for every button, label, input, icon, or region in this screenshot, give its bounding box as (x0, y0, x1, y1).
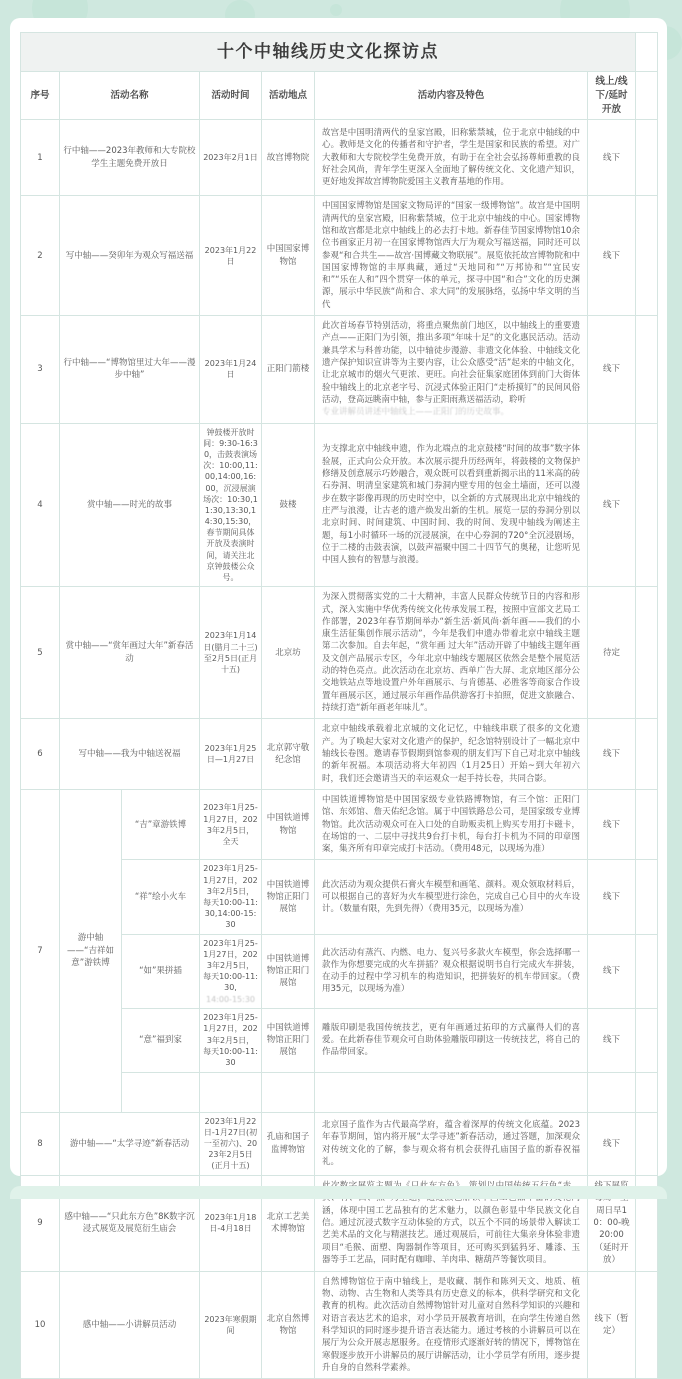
cell-time-text: 2023年1月25-1月27日，2023年2月5日，每天10:00-11:30, (203, 938, 258, 993)
empty-cell (636, 719, 658, 790)
cell-number: 9 (21, 1175, 60, 1271)
empty-cell (200, 1072, 262, 1112)
header-status: 线上/线下/延时开放 (588, 72, 636, 120)
cell-time: 2023年1月25-1月27日，2023年2月5日，每天10:00-11:30,14:00-15:30 (200, 860, 262, 934)
empty-cell (315, 1072, 588, 1112)
cell-location: 故宫博物院 (262, 120, 315, 196)
deco-blob (330, 4, 342, 16)
empty-cell (636, 1072, 658, 1112)
cell-content: 此次活动有蒸汽、内燃、电力、复兴号多款火车模型，你会选择哪一款作为你想要完成的火车拼插？观众根据说明书自行完成火车拼装，在动手的过程中学习机车的构造知识，把拼装好的机车带回家。（费用35元，以现场为准） (315, 934, 588, 1008)
cell-time: 2023年1月25-1月27日，2023年2月5日，每天10:00-11:30 (200, 1008, 262, 1072)
cell-status: 线下 (588, 423, 636, 587)
header-time: 活动时间 (200, 72, 262, 120)
cell-status: 线下 (588, 1112, 636, 1175)
cell-location: 北京工艺美术博物馆 (262, 1175, 315, 1271)
cell-activity-name: 赏中轴——“赏年画过大年”新春活动 (60, 587, 200, 719)
cell-time: 2023年1月22日 (200, 196, 262, 316)
cell-location: 北京自然博物馆 (262, 1271, 315, 1379)
cell-number: 7 (21, 789, 60, 1112)
cell-time: 钟鼓楼开放时间：9:30-16:30，击鼓表演场次：10:00,11:00,14:00,16:00，沉浸展演场次：10:30,11:30,13:30,14:30,15:30，春节期间具体开放及表演时间，请关注北京钟鼓楼公众号。 (200, 423, 262, 587)
explore-points-table (20, 32, 658, 1379)
cell-status: 线下 (588, 789, 636, 860)
empty-cell (636, 789, 658, 860)
cell-location: 北京坊 (262, 587, 315, 719)
cell-activity-name: 写中轴——癸卯年为观众写福送福 (60, 196, 200, 316)
sub-activity-name: “吉”章游铁博 (122, 789, 200, 860)
cell-number: 4 (21, 423, 60, 587)
table-row (21, 1112, 658, 1175)
empty-cell (636, 196, 658, 316)
cell-activity-name: 行中轴——“博物馆里过大年——漫步中轴” (60, 316, 200, 424)
header-no: 序号 (21, 72, 60, 120)
cell-location: 正阳门箭楼 (262, 316, 315, 424)
cell-activity-name: 写中轴——我为中轴送祝福 (60, 719, 200, 790)
cell-location: 中国国家博物馆 (262, 196, 315, 316)
header-content: 活动内容及特色 (315, 72, 588, 120)
empty-cell (636, 72, 658, 120)
cell-content: 为深入贯彻落实党的二十大精神，丰富人民群众传统节日的内容和形式，深入实施中华优秀传统文化传承发展工程，按照中宣部文艺局工作部署，2023年春节期间举办“新生活·新风尚·新年画——我们的小康生活征集创作展示活动”，今年是我们申遗办带着北京中轴线主题第二次参加。自去年起，“赏年画 过大年”活动开辟了中轴线主题年画及文创产品展示专区，今年北京中轴线专题展区依然会是整个展览活动的特色亮点。此次活动在北京坊、西单广告大屏、北京地区部分公交地铁站点等地设置户外年画展示、与肯德基、必胜客等商家合作设置年画展示区，通过展示年画作品供游客打卡拍照，促进文旅融合、持续打造“新年画老年味儿”。 (315, 587, 588, 719)
header-location: 活动地点 (262, 72, 315, 120)
empty-cell (636, 1271, 658, 1379)
cell-content: 为支撑北京中轴线申遗，作为北端点的北京鼓楼“时间的故事”数字体验展，正式向公众开放。本次展示提升历经两年，将鼓楼的文物保护修缮及创意展示巧妙融合，观众既可以看到重新揭示出的11米高的砖石券洞、明清皇家建筑和城门券洞内壁专用的包金土墙面，还可以漫步在数字影像再现的历史时空中，以全新的方式展现出北京中轴线的庄严与浪漫，让古老的遗产焕发出新的生机。展览一层的券洞分别以北京时间、时间建筑、中国时间、我的时间、发现中轴线为阐述主题，每1小时循环一场的沉浸展演，在中心券洞的720°全沉浸剧场，位于二楼的击鼓表演，以鼓声福聚中国二十四节气的奥秘，让您听见中国人独有的智慧与浪漫。 (315, 423, 588, 587)
cell-time: 2023年1月22日-1月27日(初一至初六)、2023年2月5日(正月十五) (200, 1112, 262, 1175)
sub-activity-name: “意”福到家 (122, 1008, 200, 1072)
cell-activity-name: 感中轴——“只此东方色”8K数字沉浸式展览及展览衍生庙会 (60, 1175, 200, 1271)
cell-location: 鼓楼 (262, 423, 315, 587)
cell-content: 此次活动为观众提供石膏火车模型和画笔、颜料。观众领取材料后，可以根据自己的喜好为火车模型进行涂色，完成自己心目中的火车设计。（数量有限，先到先得）（费用35元，以现场为准） (315, 860, 588, 934)
cell-location: 中国铁道博物馆正阳门展馆 (262, 1008, 315, 1072)
empty-cell (262, 1072, 315, 1112)
sub-activity-name: “祥”绘小火车 (122, 860, 200, 934)
table-row (21, 719, 658, 790)
cell-status: 线下 (588, 1008, 636, 1072)
cell-content: 故宫是中国明清两代的皇家宫殿，旧称紫禁城，位于北京中轴线的中心。教师是文化的传播者和守护者，学生是国家和民族的希望。对广大教师和大专院校学生免费开放，有助于在全社会弘扬尊师重教的良好社会风尚，青年学生更深入全面地了解传统文化、文化遗产知识，更好地发挥故宫博物院爱国主义教育基地的作用。 (315, 120, 588, 196)
cell-number: 3 (21, 316, 60, 424)
cell-location: 中国铁道博物馆 (262, 789, 315, 860)
table-row (21, 196, 658, 316)
cell-content-text: 此次首场春节特别活动，将重点聚焦前门地区，以中轴线上的重要遗产点——正阳门为引领，推出多项“年味十足”的文化惠民活动。活动兼具学术与科普功能，以中轴徒步漫游、非遗文化体验、中轴线文化遗产保护知识宣讲等为主要内容，让公众感受“活”起来的中轴文化，让北京城市的烟火气更浓、更旺。向社会征集家庭团体到前门大街体验中轴线上的北京老字号、沉浸式体验正阳门“走桥摸钉”的民间风俗活动，登高远眺南中轴，参与正阳雨燕送福活动，聆听 (322, 321, 580, 405)
cell-number: 5 (21, 587, 60, 719)
cell-content: 北京国子监作为古代最高学府，蕴含着深厚的传统文化底蕴。2023年春节期间，馆内将开展“太学寻迹”新春活动，通过答题，加深观众对传统文化的了解，参与观众将有机会获得孔庙国子监的新春祝福礼。 (315, 1112, 588, 1175)
next-card-edge (10, 1186, 667, 1199)
cell-number: 6 (21, 719, 60, 790)
sub-activity-name: “如”果拼插 (122, 934, 200, 1008)
cell-status: 线下 (588, 719, 636, 790)
empty-cell (636, 316, 658, 424)
cell-activity-name: 赏中轴——时光的故事 (60, 423, 200, 587)
cell-time: 2023年1月18日-4月18日 (200, 1175, 262, 1271)
cell-status: 线下 (588, 120, 636, 196)
table-row (21, 423, 658, 587)
empty-cell (636, 120, 658, 196)
table-row (21, 120, 658, 196)
cell-status: 待定 (588, 587, 636, 719)
page-title: 十个中轴线历史文化探访点 (21, 33, 636, 72)
header-name: 活动名称 (60, 72, 200, 120)
cell-number: 10 (21, 1271, 60, 1379)
cell-location: 中国铁道博物馆正阳门展馆 (262, 934, 315, 1008)
cell-time-blurred-line: 14:00-15:30 (206, 994, 255, 1004)
cell-activity-name: 行中轴——2023年教师和大专院校学生主题免费开放日 (60, 120, 200, 196)
empty-cell (636, 934, 658, 1008)
cell-status: 线下 (588, 316, 636, 424)
cell-status: 线下 (588, 196, 636, 316)
content-card (10, 18, 667, 1373)
cell-location: 孔庙和国子监博物馆 (262, 1112, 315, 1175)
empty-cell (636, 587, 658, 719)
cell-time: 2023年寒假期间 (200, 1271, 262, 1379)
cell-content: 雕版印刷是我国传统技艺，更有年画通过拓印的方式赢得人们的喜爱。在此新春佳节观众可自助体验雕版印刷这一传统技艺，将自己的作品带回家。 (315, 1008, 588, 1072)
cell-number: 2 (21, 196, 60, 316)
cell-location: 北京郭守敬纪念馆 (262, 719, 315, 790)
cell-activity-name: 游中轴——“吉祥如意”游铁博 (60, 789, 122, 1112)
cell-content: 中国铁道博物馆是中国国家级专业铁路博物馆，有三个馆：正阳门馆、东郊馆、詹天佑纪念馆。属于中国铁路总公司，是国家级专业博物馆。此次活动观众可在入口处的自助贩卖机上购买专用打卡磁卡，在场馆的一、二层中寻找共9台打卡机，每台打卡机为不同的印章图案，集齐所有印章完成打卡活动。（费用48元，以现场为准） (315, 789, 588, 860)
table-row (21, 587, 658, 719)
cell-activity-name: 游中轴——“太学寻迹”新春活动 (60, 1112, 200, 1175)
table-row (21, 1271, 658, 1379)
header-row (21, 72, 658, 120)
empty-cell (636, 1112, 658, 1175)
cell-time: 2023年1月14日(腊月二十三)至2月5日(正月十五) (200, 587, 262, 719)
cell-location: 中国铁道博物馆正阳门展馆 (262, 860, 315, 934)
cell-content: 涵，体现中国工艺品独有的艺术魅力，以颜色彰显中华民族文化自信。通过沉浸式数字互动体验的方式，以五个不同的场景带入解读工艺美术品的文化与精湛技艺。通过观展后，可前往大集亲身体验非遗项目“毛猴、面塑、陶器制作等项目，还可购买到猛犸牙、雕漆、玉器等手工艺品，同时配有咖啡、羊肉串、糖葫芦等餐饮项目。 (315, 1175, 588, 1271)
empty-cell (636, 860, 658, 934)
cell-time: 2023年1月25日—1月27日 (200, 719, 262, 790)
cell-status: 线下（暂定） (588, 1271, 636, 1379)
cell-time (200, 934, 262, 1008)
cell-number: 8 (21, 1112, 60, 1175)
empty-cell (636, 423, 658, 587)
cell-status: 线下 (588, 934, 636, 1008)
cell-status: 周日早10：00-晚20:00（延时开放） (588, 1175, 636, 1271)
cell-time: 2023年2月1日 (200, 120, 262, 196)
cell-content: 中国国家博物馆是国家文物局评的“国家一级博物馆”。故宫是中国明清两代的皇家宫殿，旧称紫禁城，位于北京中轴线的中心。国家博物馆和故宫都是北京中轴线上的必去打卡地。新春佳节国家博物馆10余位书画家正月初一在国家博物馆西大厅为观众写福送福，同时还可以参观“和合共生——故宫·国博藏文物联展”。展览依托故宫博物院和中国国家博物馆的丰厚典藏，通过“天地同和”“万邦协和”“宜民安和”“乐在人和”四个贯穿一体的单元，探寻中国“和合”文化的历史渊源，展示中华民族“尚和合、求大同”的发展脉络，弘扬中华文明的当代 (315, 196, 588, 316)
cell-activity-name: 感中轴——小讲解员活动 (60, 1271, 200, 1379)
cell-content-blurred-line: 专业讲解员讲述中轴线上——正阳门的历史故事。 (322, 407, 510, 418)
cell-number: 1 (21, 120, 60, 196)
cell-time: 2023年1月24日 (200, 316, 262, 424)
empty-cell (636, 1008, 658, 1072)
cell-time: 2023年1月25-1月27日，2023年2月5日，全天 (200, 789, 262, 860)
table-row (21, 316, 658, 424)
empty-cell (636, 33, 658, 72)
title-row (21, 33, 658, 72)
cell-content: 北京中轴线承载着北京城的文化记忆，中轴线串联了很多的文化遗产。为了唤起大家对文化遗产的保护，纪念馆特别设计了一幅北京中轴线长卷图。邀请春节假期到馆参观的朋友们写下自己对北京中轴线的新年祝福。本项活动将大年初四（1月25日）开始~到大年初六时，我们还会邀请当天的幸运观众一起手持长卷，共同合影。 (315, 719, 588, 790)
empty-cell (122, 1072, 200, 1112)
cell-content: 自然博物馆位于南中轴线上，是收藏、制作和陈列天文、地质、植物、动物、古生物和人类等具有历史意义的标本，供科学研究和文化教育的机构。此次活动自然博物馆针对儿童对自然科学知识的兴趣和对语言表达艺术的追求，对小学员开展教育培训，在向学生传递自然科学知识的同时逐步提升语言表达能力。通过考核的小讲解员可以在展厅为公众开展志愿服务。在疫情形式逐渐好转的情况下，博物馆在寒假逐步放开小讲解员的展厅讲解活动，让小学员学有所用，逐步提升自身的自然科学素养。 (315, 1271, 588, 1379)
empty-cell (588, 1072, 636, 1112)
cell-content (315, 316, 588, 424)
table-row (21, 789, 658, 860)
cell-status: 线下 (588, 860, 636, 934)
